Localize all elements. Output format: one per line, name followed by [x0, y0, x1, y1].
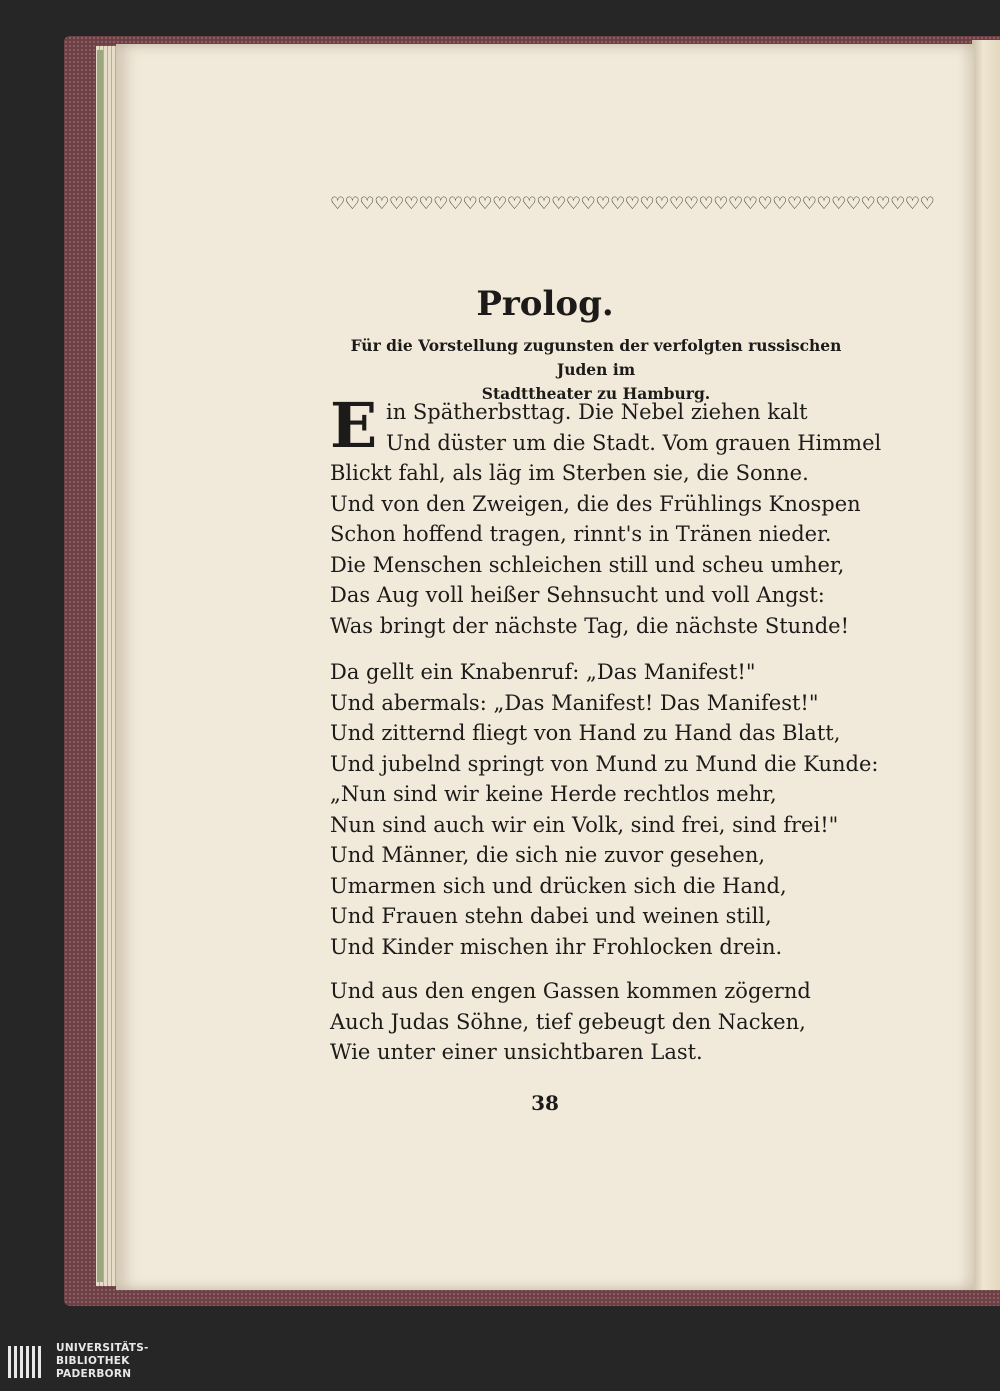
- verse-line: Und von den Zweigen, die des Frühlings Knospen: [330, 491, 861, 516]
- verse-line: Das Aug voll heißer Sehnsucht und voll Angst:: [330, 583, 825, 607]
- drop-cap: E: [330, 389, 378, 462]
- book-page: [116, 44, 974, 1290]
- endpaper-edge: [97, 50, 103, 1282]
- verse-line: Und düster um die Stadt. Vom grauen Himmel: [386, 430, 882, 455]
- ornament-rule: ♡♡♡♡♡♡♡♡♡♡♡♡♡♡♡♡♡♡♡♡♡♡♡♡♡♡♡♡♡♡♡♡♡♡♡♡♡♡♡♡♡: [330, 194, 935, 214]
- library-logo-line: BIBLIOTHEK: [56, 1355, 130, 1367]
- verse-line: Schon hoffend tragen, rinnt's in Tränen nieder.: [330, 522, 832, 546]
- stanza-2: [330, 657, 890, 962]
- verse-line: Nun sind auch wir ein Volk, sind frei, sind frei!": [330, 812, 839, 837]
- subtitle: [330, 334, 862, 406]
- verse-line: Und aus den engen Gassen kommen zögernd: [330, 979, 811, 1003]
- subtitle-line: Für die Vorstellung zugunsten der verfolgten russischen Juden im: [350, 336, 842, 379]
- library-logo-icon: [6, 1342, 46, 1382]
- stanza-3: [330, 976, 890, 1068]
- verse-line: Blickt fahl, als läg im Sterben sie, die Sonne.: [330, 461, 809, 485]
- verse-line: Die Menschen schleichen still und scheu umher,: [330, 552, 845, 577]
- verse-line: Und zitternd fliegt von Hand zu Hand das Blatt,: [330, 721, 841, 745]
- subtitle-line: Stadttheater zu Hamburg.: [481, 384, 711, 403]
- verse-line: Und Frauen stehn dabei und weinen still,: [330, 904, 772, 928]
- page-number: 38: [531, 1091, 559, 1115]
- verse-line: Und abermals: „Das Manifest! Das Manifest!": [330, 690, 819, 715]
- verse-line: Und Männer, die sich nie zuvor gesehen,: [330, 843, 766, 867]
- page-title: Prolog.: [476, 284, 614, 324]
- verse-line: „Nun sind wir keine Herde rechtlos mehr,: [330, 782, 777, 806]
- verse-line: Was bringt der nächste Tag, die nächste Stunde!: [330, 613, 850, 638]
- verse-line: Und Kinder mischen ihr Frohlocken drein.: [330, 934, 783, 959]
- verse-line: Und jubelnd springt von Mund zu Mund die Kunde:: [330, 751, 879, 776]
- verse-line: in Spätherbsttag. Die Nebel ziehen kalt: [386, 400, 808, 424]
- library-logo-line: PADERBORN: [56, 1368, 132, 1380]
- verse-line: Da gellt ein Knabenruf: „Das Manifest!": [330, 660, 756, 684]
- verse-line: Wie unter einer unsichtbaren Last.: [330, 1040, 703, 1064]
- book-gutter: [972, 40, 1000, 1290]
- library-logo-line: UNIVERSITÄTS-: [56, 1342, 149, 1354]
- verse-line: Auch Judas Söhne, tief gebeugt den Nacken,: [330, 1009, 806, 1034]
- verse-line: Umarmen sich und drücken sich die Hand,: [330, 873, 787, 898]
- library-logo: [6, 1340, 186, 1384]
